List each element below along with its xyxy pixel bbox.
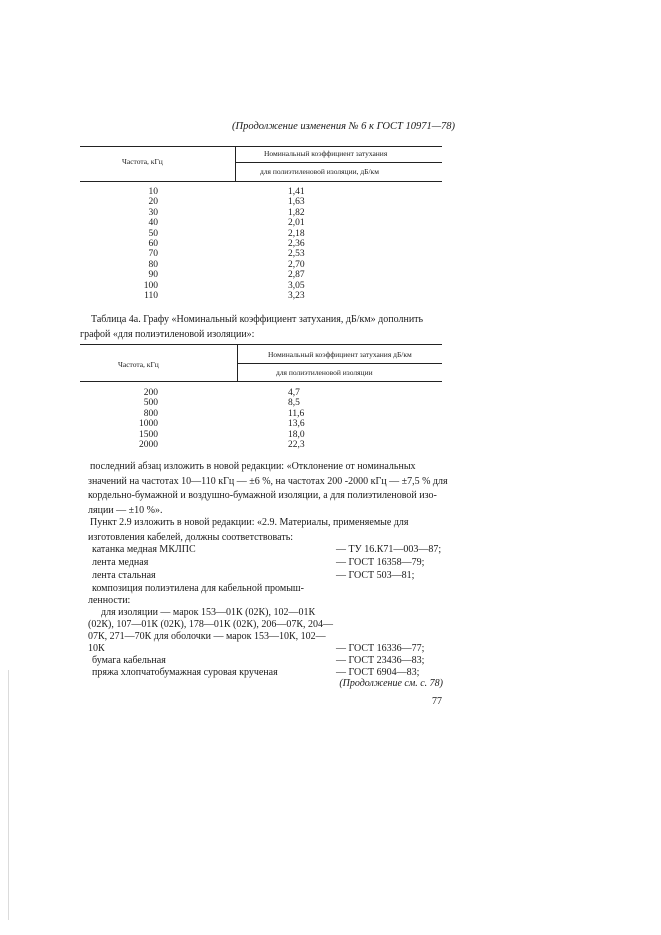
- composition-line: 07К, 271—70К для оболочки — марок 153—10К, 102—: [88, 631, 326, 642]
- attenuation-table-1: [80, 146, 442, 306]
- table-row: [80, 430, 442, 441]
- attenuation-cell: 3,05: [288, 280, 305, 291]
- table-row: [80, 229, 442, 240]
- material-name: лента стальная: [92, 570, 156, 581]
- page-header: (Продолжение изменения № 6 к ГОСТ 10971—78): [232, 121, 456, 132]
- attenuation-cell: 2,87: [288, 270, 305, 281]
- text-line: значений на частотах 10—110 кГц — ±6 %, на частотах 200 -2000 кГц — ±7,5 % для: [88, 475, 448, 487]
- attenuation-cell: 1,41: [288, 187, 305, 197]
- frequency-column-header: Частота, кГц: [122, 157, 163, 166]
- continuation-note: (Продолжение см. с. 78): [339, 678, 443, 689]
- attenuation-cell: 2,70: [288, 259, 305, 270]
- polyethylene-subheader: для полиэтиленовой изоляции, дБ/км: [260, 167, 379, 176]
- frequency-cell: 80: [148, 259, 158, 270]
- material-standard: — ГОСТ 16336—77;: [336, 643, 425, 654]
- text-line: изготовления кабелей, должны соответствовать:: [88, 531, 294, 543]
- attenuation-cell: 2,01: [288, 218, 305, 229]
- text-line: Таблица 4а. Графу «Номинальный коэффициент затухания, дБ/км» дополнить: [91, 314, 424, 325]
- table-header-subrule: [235, 162, 442, 163]
- attenuation-cell: 8,5: [288, 398, 300, 409]
- material-standard: — ГОСТ 23436—83;: [336, 655, 425, 666]
- frequency-cell: 70: [148, 249, 158, 260]
- frequency-cell: 1500: [139, 429, 158, 440]
- table-row: [80, 440, 442, 451]
- text-line: Пункт 2.9 изложить в новой редакции: «2.9. Материалы, применяемые для: [90, 517, 409, 528]
- attenuation-cell: 22,3: [288, 440, 305, 450]
- table-header-subrule: [237, 363, 442, 364]
- tolerance-paragraph: [88, 460, 448, 518]
- material-standard: — ГОСТ 503—81;: [336, 570, 415, 581]
- table-row: [80, 409, 442, 420]
- frequency-cell: 110: [144, 291, 158, 301]
- polyethylene-subheader: для полиэтиленовой изоляции: [276, 368, 373, 377]
- attenuation-column-header: Номинальный коэффициент затухания дБ/км: [268, 350, 412, 359]
- text-line: последний абзац изложить в новой редакции: «Отклонение от номинальных: [90, 461, 416, 472]
- material-standard: — ГОСТ 6904—83;: [336, 667, 420, 678]
- material-standard: — ТУ 16.К71—003—87;: [336, 544, 442, 555]
- material-name: лента медная: [92, 557, 149, 568]
- frequency-cell: 50: [148, 228, 158, 239]
- table-row: [80, 208, 442, 219]
- table-row: [80, 197, 442, 208]
- table-header-bottom-rule: [80, 381, 442, 382]
- frequency-cell: 1000: [139, 419, 158, 430]
- attenuation-cell: 11,6: [288, 408, 305, 419]
- attenuation-cell: 2,36: [288, 239, 305, 249]
- composition-line: для изоляции — марок 153—01К (02К), 102—01К: [101, 607, 316, 618]
- attenuation-cell: 2,53: [288, 249, 305, 260]
- text-line: графой «для полиэтиленовой изоляции»:: [80, 328, 255, 340]
- frequency-cell: 90: [148, 270, 158, 281]
- composition-line: композиция полиэтилена для кабельной промыш-: [92, 583, 304, 594]
- table-row: [80, 398, 442, 409]
- frequency-cell: 10: [148, 187, 158, 197]
- frequency-cell: 800: [143, 408, 158, 419]
- attenuation-cell: 2,18: [288, 228, 305, 239]
- attenuation-table-2: [80, 344, 442, 456]
- material-name: пряжа хлопчатобумажная суровая крученая: [92, 667, 278, 678]
- frequency-cell: 200: [143, 388, 158, 398]
- attenuation-cell: 4,7: [288, 388, 300, 398]
- table-row: [80, 218, 442, 229]
- clause-2-9-paragraph: [90, 516, 442, 545]
- text-line: ляции — ±10 %».: [88, 504, 163, 516]
- table-top-rule: [80, 146, 442, 147]
- material-name: бумага кабельная: [92, 655, 166, 666]
- frequency-cell: 500: [143, 398, 158, 409]
- frequency-column-header: Частота, кГц: [118, 360, 159, 369]
- attenuation-cell: 3,23: [288, 291, 305, 301]
- composition-line: ленности:: [88, 595, 131, 606]
- table-4a-paragraph: [80, 313, 441, 342]
- material-name: катанка медная МКЛПС: [92, 544, 196, 555]
- table-row: [80, 419, 442, 430]
- frequency-cell: 30: [148, 207, 158, 218]
- table-row: [80, 239, 442, 250]
- table-row: [80, 388, 442, 399]
- frequency-cell: 20: [148, 197, 158, 208]
- table-top-rule: [80, 344, 442, 345]
- table-row: [80, 281, 442, 292]
- table-row: [80, 270, 442, 281]
- composition-line: (02К), 107—01К (02К), 178—01К (02К), 206—07К, 204—: [88, 619, 333, 630]
- attenuation-cell: 1,63: [288, 197, 305, 208]
- attenuation-cell: 18,0: [288, 429, 305, 440]
- text-line: кордельно-бумажной и воздушно-бумажной изоляции, а для полиэтиленовой изо-: [88, 490, 437, 501]
- frequency-cell: 100: [143, 280, 158, 291]
- attenuation-cell: 1,82: [288, 207, 305, 218]
- table-header-bottom-rule: [80, 181, 442, 182]
- page-number: 77: [432, 696, 442, 707]
- table-row: [80, 260, 442, 271]
- frequency-cell: 40: [148, 218, 158, 229]
- frequency-cell: 60: [148, 239, 158, 249]
- table-column-divider: [235, 146, 236, 181]
- composition-line: 10К: [88, 643, 105, 654]
- table-row: [80, 187, 442, 198]
- attenuation-column-header: Номинальный коэффициент затухания: [264, 149, 388, 158]
- scan-edge-mark: [8, 670, 9, 920]
- frequency-cell: 2000: [139, 440, 158, 450]
- table-row: [80, 291, 442, 302]
- table-row: [80, 249, 442, 260]
- attenuation-cell: 13,6: [288, 419, 305, 430]
- material-standard: — ГОСТ 16358—79;: [336, 557, 425, 568]
